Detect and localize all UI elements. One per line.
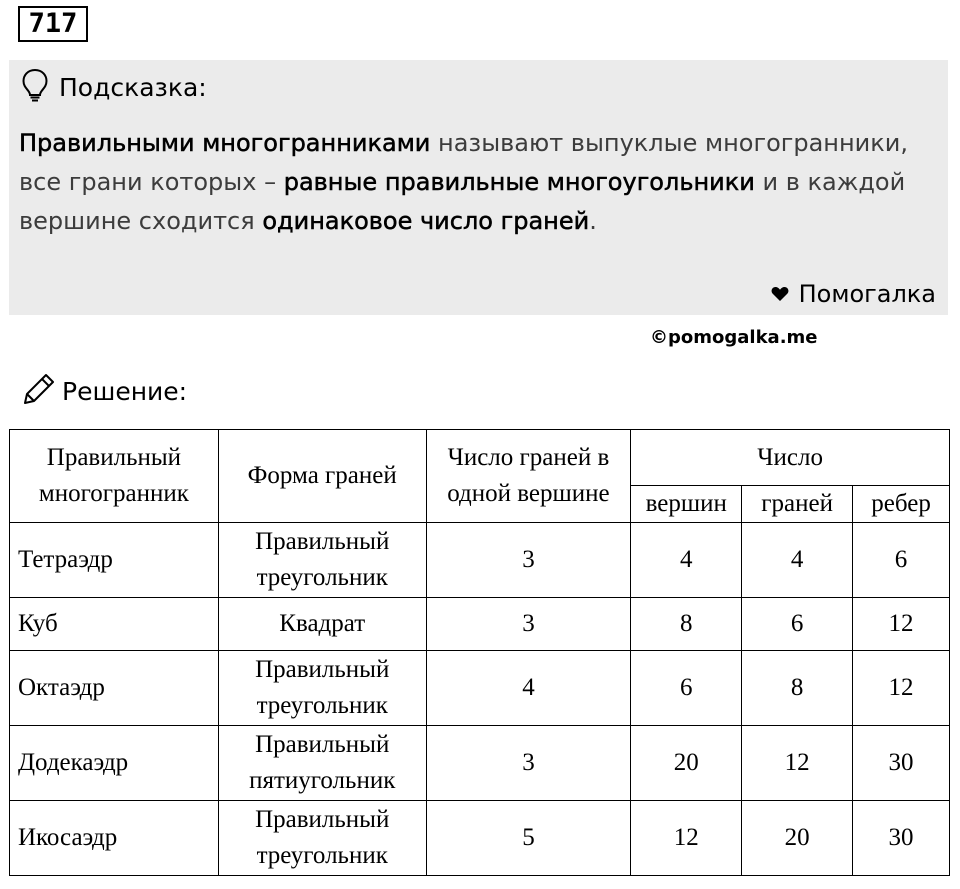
cell-faces: 8 <box>742 651 853 726</box>
cell-vertices: 4 <box>631 523 742 598</box>
cell-faces: 4 <box>742 523 853 598</box>
cell-edges: 30 <box>853 726 950 801</box>
pencil-icon <box>22 372 56 410</box>
header-polyhedron: Правильный многогранник <box>10 430 219 523</box>
hint-header <box>21 68 207 106</box>
cell-name: Икосаэдр <box>10 801 219 876</box>
hint-term: одинаковое число граней <box>262 207 590 235</box>
cell-name: Додекаэдр <box>10 726 219 801</box>
hint-title: Подсказка: <box>59 72 207 102</box>
hint-text-part: и в каждой вершине сходится <box>19 168 906 235</box>
cell-edges: 6 <box>853 523 950 598</box>
cell-shape: Правильный треугольник <box>218 523 426 598</box>
table-row <box>10 801 950 876</box>
cell-vertices: 12 <box>631 801 742 876</box>
cell-shape: Правильный треугольник <box>218 801 426 876</box>
task-number: 717 <box>18 6 88 42</box>
hint-term: Правильными многогранниками <box>19 129 431 157</box>
heart-icon <box>771 280 789 308</box>
brand-name: Помогалка <box>798 280 936 308</box>
cell-per-vertex: 3 <box>426 598 631 651</box>
cell-per-vertex: 4 <box>426 651 631 726</box>
cell-edges: 30 <box>853 801 950 876</box>
cell-vertices: 8 <box>631 598 742 651</box>
hint-text-part: называют выпуклые многогранники, все грани которых – <box>19 129 909 196</box>
cell-vertices: 6 <box>631 651 742 726</box>
cell-shape: Квадрат <box>218 598 426 651</box>
copyright: ©pomogalka.me <box>650 327 818 348</box>
hint-text-part: . <box>589 207 597 235</box>
header-faces-per-vertex: Число граней в одной вершине <box>426 430 631 523</box>
header-number: Число <box>631 430 950 486</box>
cell-per-vertex: 3 <box>426 523 631 598</box>
header-edges: ребер <box>853 486 950 523</box>
hint-box <box>9 60 948 315</box>
cell-vertices: 20 <box>631 726 742 801</box>
cell-faces: 6 <box>742 598 853 651</box>
polyhedra-table <box>9 429 950 876</box>
cell-name: Октаэдр <box>10 651 219 726</box>
table-row <box>10 651 950 726</box>
table-row <box>10 726 950 801</box>
table-row <box>10 598 950 651</box>
cell-per-vertex: 3 <box>426 726 631 801</box>
cell-faces: 12 <box>742 726 853 801</box>
cell-faces: 20 <box>742 801 853 876</box>
hint-text <box>19 124 919 241</box>
cell-shape: Правильный треугольник <box>218 651 426 726</box>
cell-shape: Правильный пятиугольник <box>218 726 426 801</box>
cell-per-vertex: 5 <box>426 801 631 876</box>
cell-edges: 12 <box>853 598 950 651</box>
header-vertices: вершин <box>631 486 742 523</box>
brand <box>771 280 936 308</box>
cell-name: Куб <box>10 598 219 651</box>
header-face-shape: Форма граней <box>218 430 426 523</box>
header-row <box>10 430 950 486</box>
cell-edges: 12 <box>853 651 950 726</box>
table-row <box>10 523 950 598</box>
solution-header <box>22 372 187 410</box>
solution-title: Решение: <box>62 376 188 406</box>
hint-term: равные правильные многоугольники <box>283 168 755 196</box>
cell-name: Тетраэдр <box>10 523 219 598</box>
header-faces: граней <box>742 486 853 523</box>
lightbulb-icon <box>21 68 49 106</box>
